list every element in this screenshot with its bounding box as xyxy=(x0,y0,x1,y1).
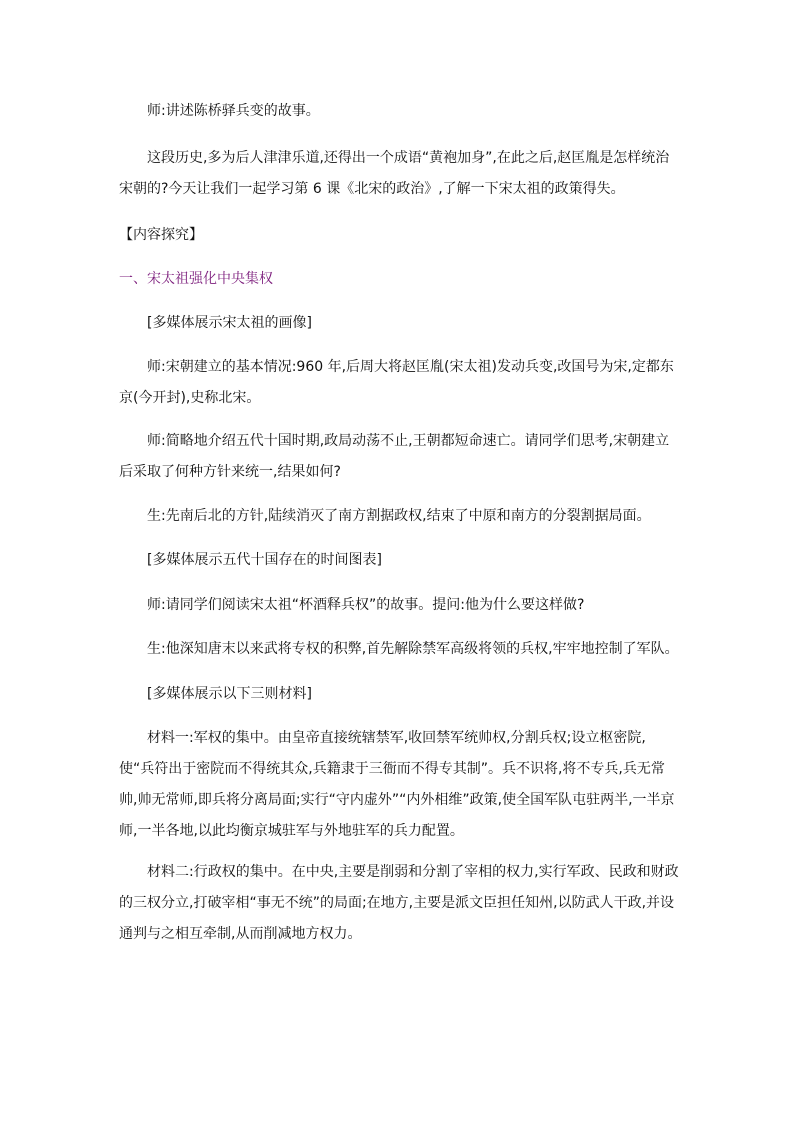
paragraph-introduction: 这段历史,多为后人津津乐道,还得出一个成语“黄袍加身”,在此之后,赵匡胤是怎样统治宋朝的?今天让我们一起学习第 6 课《北宋的政治》,了解一下宋太祖的政策得失。 xyxy=(119,150,670,197)
section-heading-centralization: 一、宋太祖强化中央集权 xyxy=(119,271,273,287)
paragraph-song-founding: 师:宋朝建立的基本情况:960 年,后周大将赵匡胤(宋太祖)发动兵变,改国号为宋,定都东京(今开封),史称北宋。 xyxy=(119,359,674,406)
paragraph-student-answer-military: 生:他深知唐末以来武将专权的积弊,首先解除禁军高级将领的兵权,牢牢地控制了军队。 xyxy=(147,641,679,657)
paragraph-teacher-story: 师:讲述陈桥驿兵变的故事。 xyxy=(147,103,320,119)
paragraph-cup-of-wine: 师:请同学们阅读宋太祖“杯酒释兵权”的故事。提问:他为什么要这样做? xyxy=(147,597,585,613)
paragraph-material-one: 材料一:军权的集中。由皇帝直接统辖禁军,收回禁军统帅权,分割兵权;设立枢密院,使“兵符出于密院而不得统其众,兵籍隶于三衙而不得专其制”。兵不识将,将不专兵,兵无常帅,帅无常师,即兵将分离局面;实行“守内虚外”“内外相维”政策,使全国军队屯驻两半,一半京师,一半各地,以此均衡京城驻军与外地驻军的兵力配置。 xyxy=(119,730,675,839)
media-note-portrait: [多媒体展示宋太祖的画像] xyxy=(147,315,312,331)
paragraph-five-dynasties: 师:简略地介绍五代十国时期,政局动荡不止,王朝都短命速亡。请同学们思考,宋朝建立后采取了何种方针来统一,结果如何? xyxy=(119,433,670,480)
media-note-timeline: [多媒体展示五代十国存在的时间图表] xyxy=(147,552,382,568)
paragraph-material-two: 材料二:行政权的集中。在中央,主要是削弱和分割了宰相的权力,实行军政、民政和财政的三权分立,打破宰相“事无不统”的局面;在地方,主要是派文臣担任知州,以防武人干政,并设通判与之相互牵制,从而削减地方权力。 xyxy=(119,864,679,942)
content-exploration-heading: 【内容探究】 xyxy=(119,227,203,243)
paragraph-student-answer-unification: 生:先南后北的方针,陆续消灭了南方割据政权,结束了中原和南方的分裂割据局面。 xyxy=(147,508,651,524)
media-note-materials: [多媒体展示以下三则材料] xyxy=(147,686,312,702)
